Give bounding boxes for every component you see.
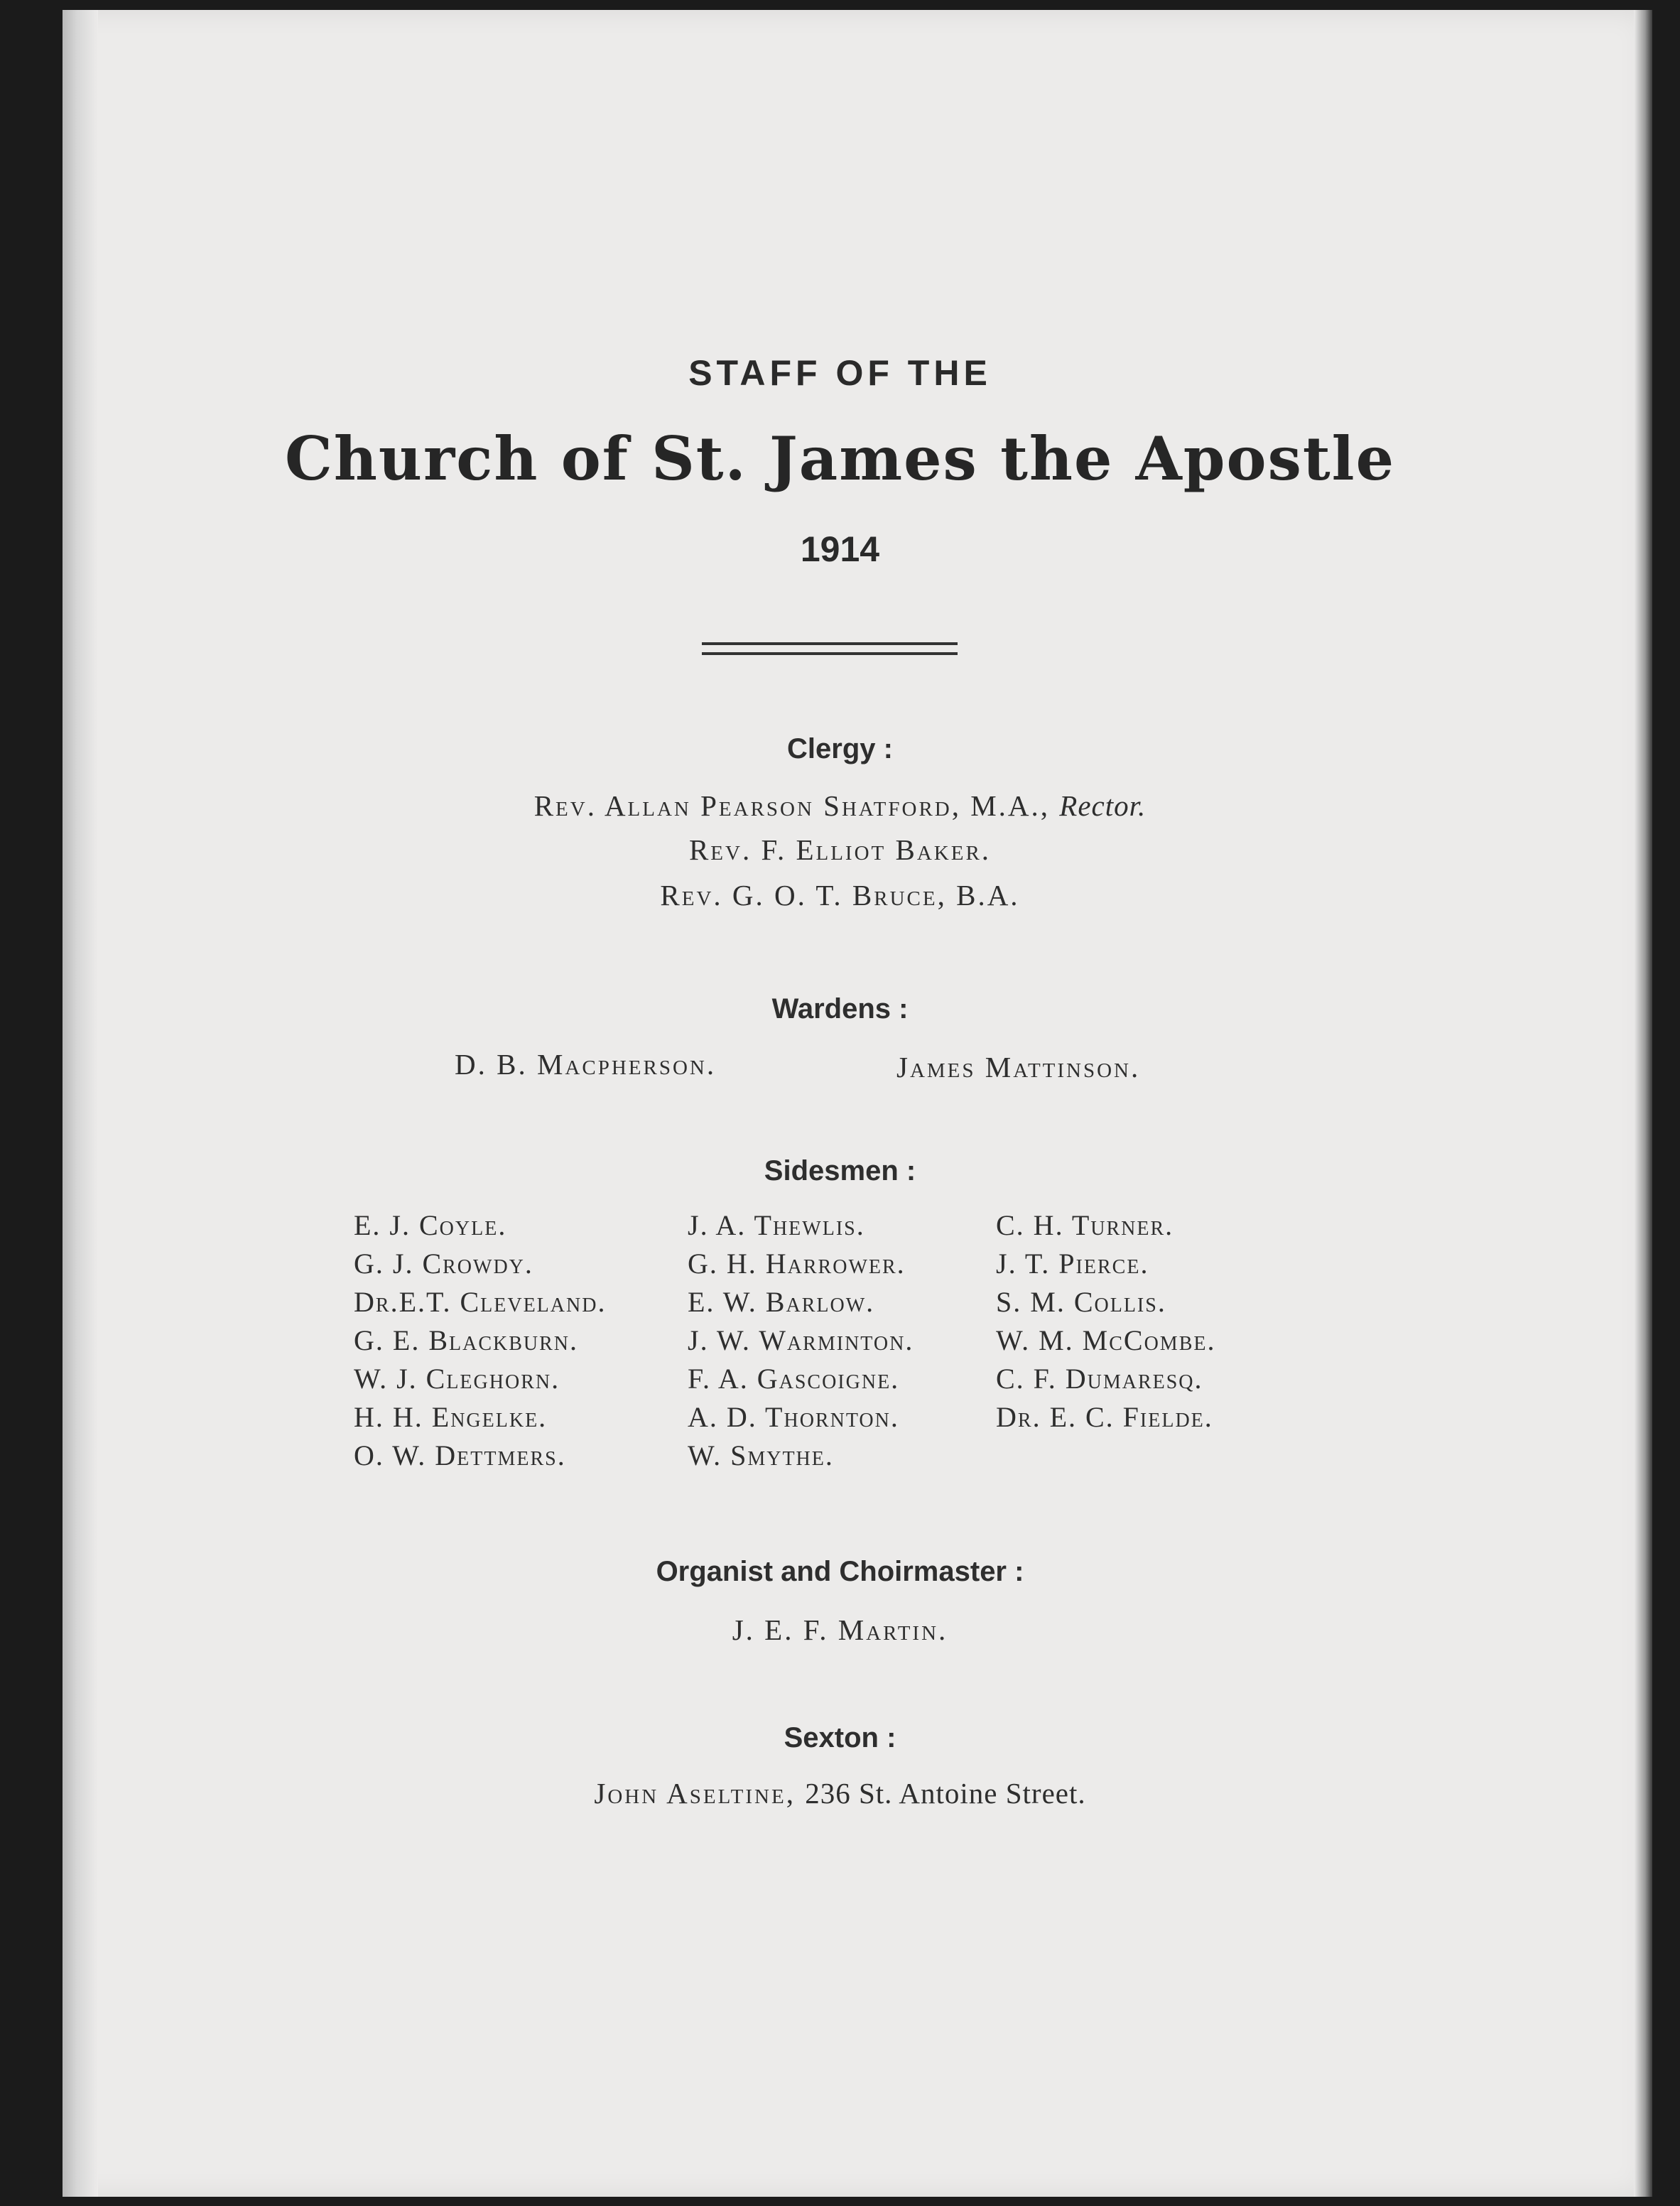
sexton-heading: Sexton : <box>784 1722 896 1753</box>
sidesman-name: Dr.E.T. Cleveland. <box>354 1286 607 1318</box>
sidesman-name: W. J. Cleghorn. <box>354 1363 560 1395</box>
sidesman-name: H. H. Engelke. <box>354 1401 548 1433</box>
clergy-line: Rev. G. O. T. Bruce, B.A. <box>660 879 1020 912</box>
page-gutter <box>63 10 98 2197</box>
clergy-role: Rector. <box>1059 789 1147 822</box>
sidesman-name: E. W. Barlow. <box>688 1286 875 1318</box>
clergy-line <box>0 789 1680 823</box>
sidesmen-column <box>688 1206 914 1475</box>
sidesman-name: C. F. Dumaresq. <box>996 1363 1203 1395</box>
sidesmen-column <box>996 1206 1215 1437</box>
sidesman-name: S. M. Collis. <box>996 1286 1166 1318</box>
sidesman-name: G. H. Harrower. <box>688 1248 906 1280</box>
page-year: 1914 <box>800 529 880 569</box>
sidesman-name: G. E. Blackburn. <box>354 1324 579 1356</box>
page-edge <box>1634 10 1652 2197</box>
page-title: Church of St. James the Apostle <box>284 423 1396 494</box>
sidesman-name: Dr. E. C. Fielde. <box>996 1401 1213 1433</box>
warden-name: D. B. Macpherson. <box>455 1048 717 1081</box>
sexton-address: 236 St. Antoine Street. <box>805 1777 1086 1810</box>
sidesman-name: O. W. Dettmers. <box>354 1439 566 1471</box>
sidesman-name: F. A. Gascoigne. <box>688 1363 900 1395</box>
sidesmen-heading: Sidesmen : <box>764 1155 916 1186</box>
warden-name: James Mattinson. <box>896 1051 1141 1083</box>
sidesman-name: J. A. Thewlis. <box>688 1209 865 1241</box>
double-rule-top <box>702 642 958 645</box>
sidesman-name: J. W. Warminton. <box>688 1324 914 1356</box>
sidesman-name: G. J. Crowdy. <box>354 1248 533 1280</box>
sexton-line <box>0 1776 1680 1810</box>
sidesman-name: W. M. McCombe. <box>996 1324 1216 1356</box>
double-rule-bottom <box>702 652 958 655</box>
book-page <box>63 10 1645 2197</box>
clergy-heading: Clergy : <box>787 733 893 764</box>
sidesmen-column <box>354 1206 606 1475</box>
sidesman-name: C. H. Turner. <box>996 1209 1174 1241</box>
clergy-name: Rev. Allan Pearson Shatford, M.A., <box>533 789 1051 822</box>
clergy-line: Rev. F. Elliot Baker. <box>688 833 992 866</box>
sexton-name: John Aseltine, <box>594 1777 796 1810</box>
page-kicker: STAFF OF THE <box>688 353 992 393</box>
wardens-heading: Wardens : <box>771 993 909 1024</box>
organist-name: J. E. F. Martin. <box>732 1613 948 1646</box>
sidesman-name: E. J. Coyle. <box>354 1209 507 1241</box>
sidesman-name: W. Smythe. <box>688 1439 834 1471</box>
sidesman-name: A. D. Thornton. <box>688 1401 899 1433</box>
organist-heading: Organist and Choirmaster : <box>656 1556 1024 1587</box>
sidesman-name: J. T. Pierce. <box>996 1248 1149 1280</box>
